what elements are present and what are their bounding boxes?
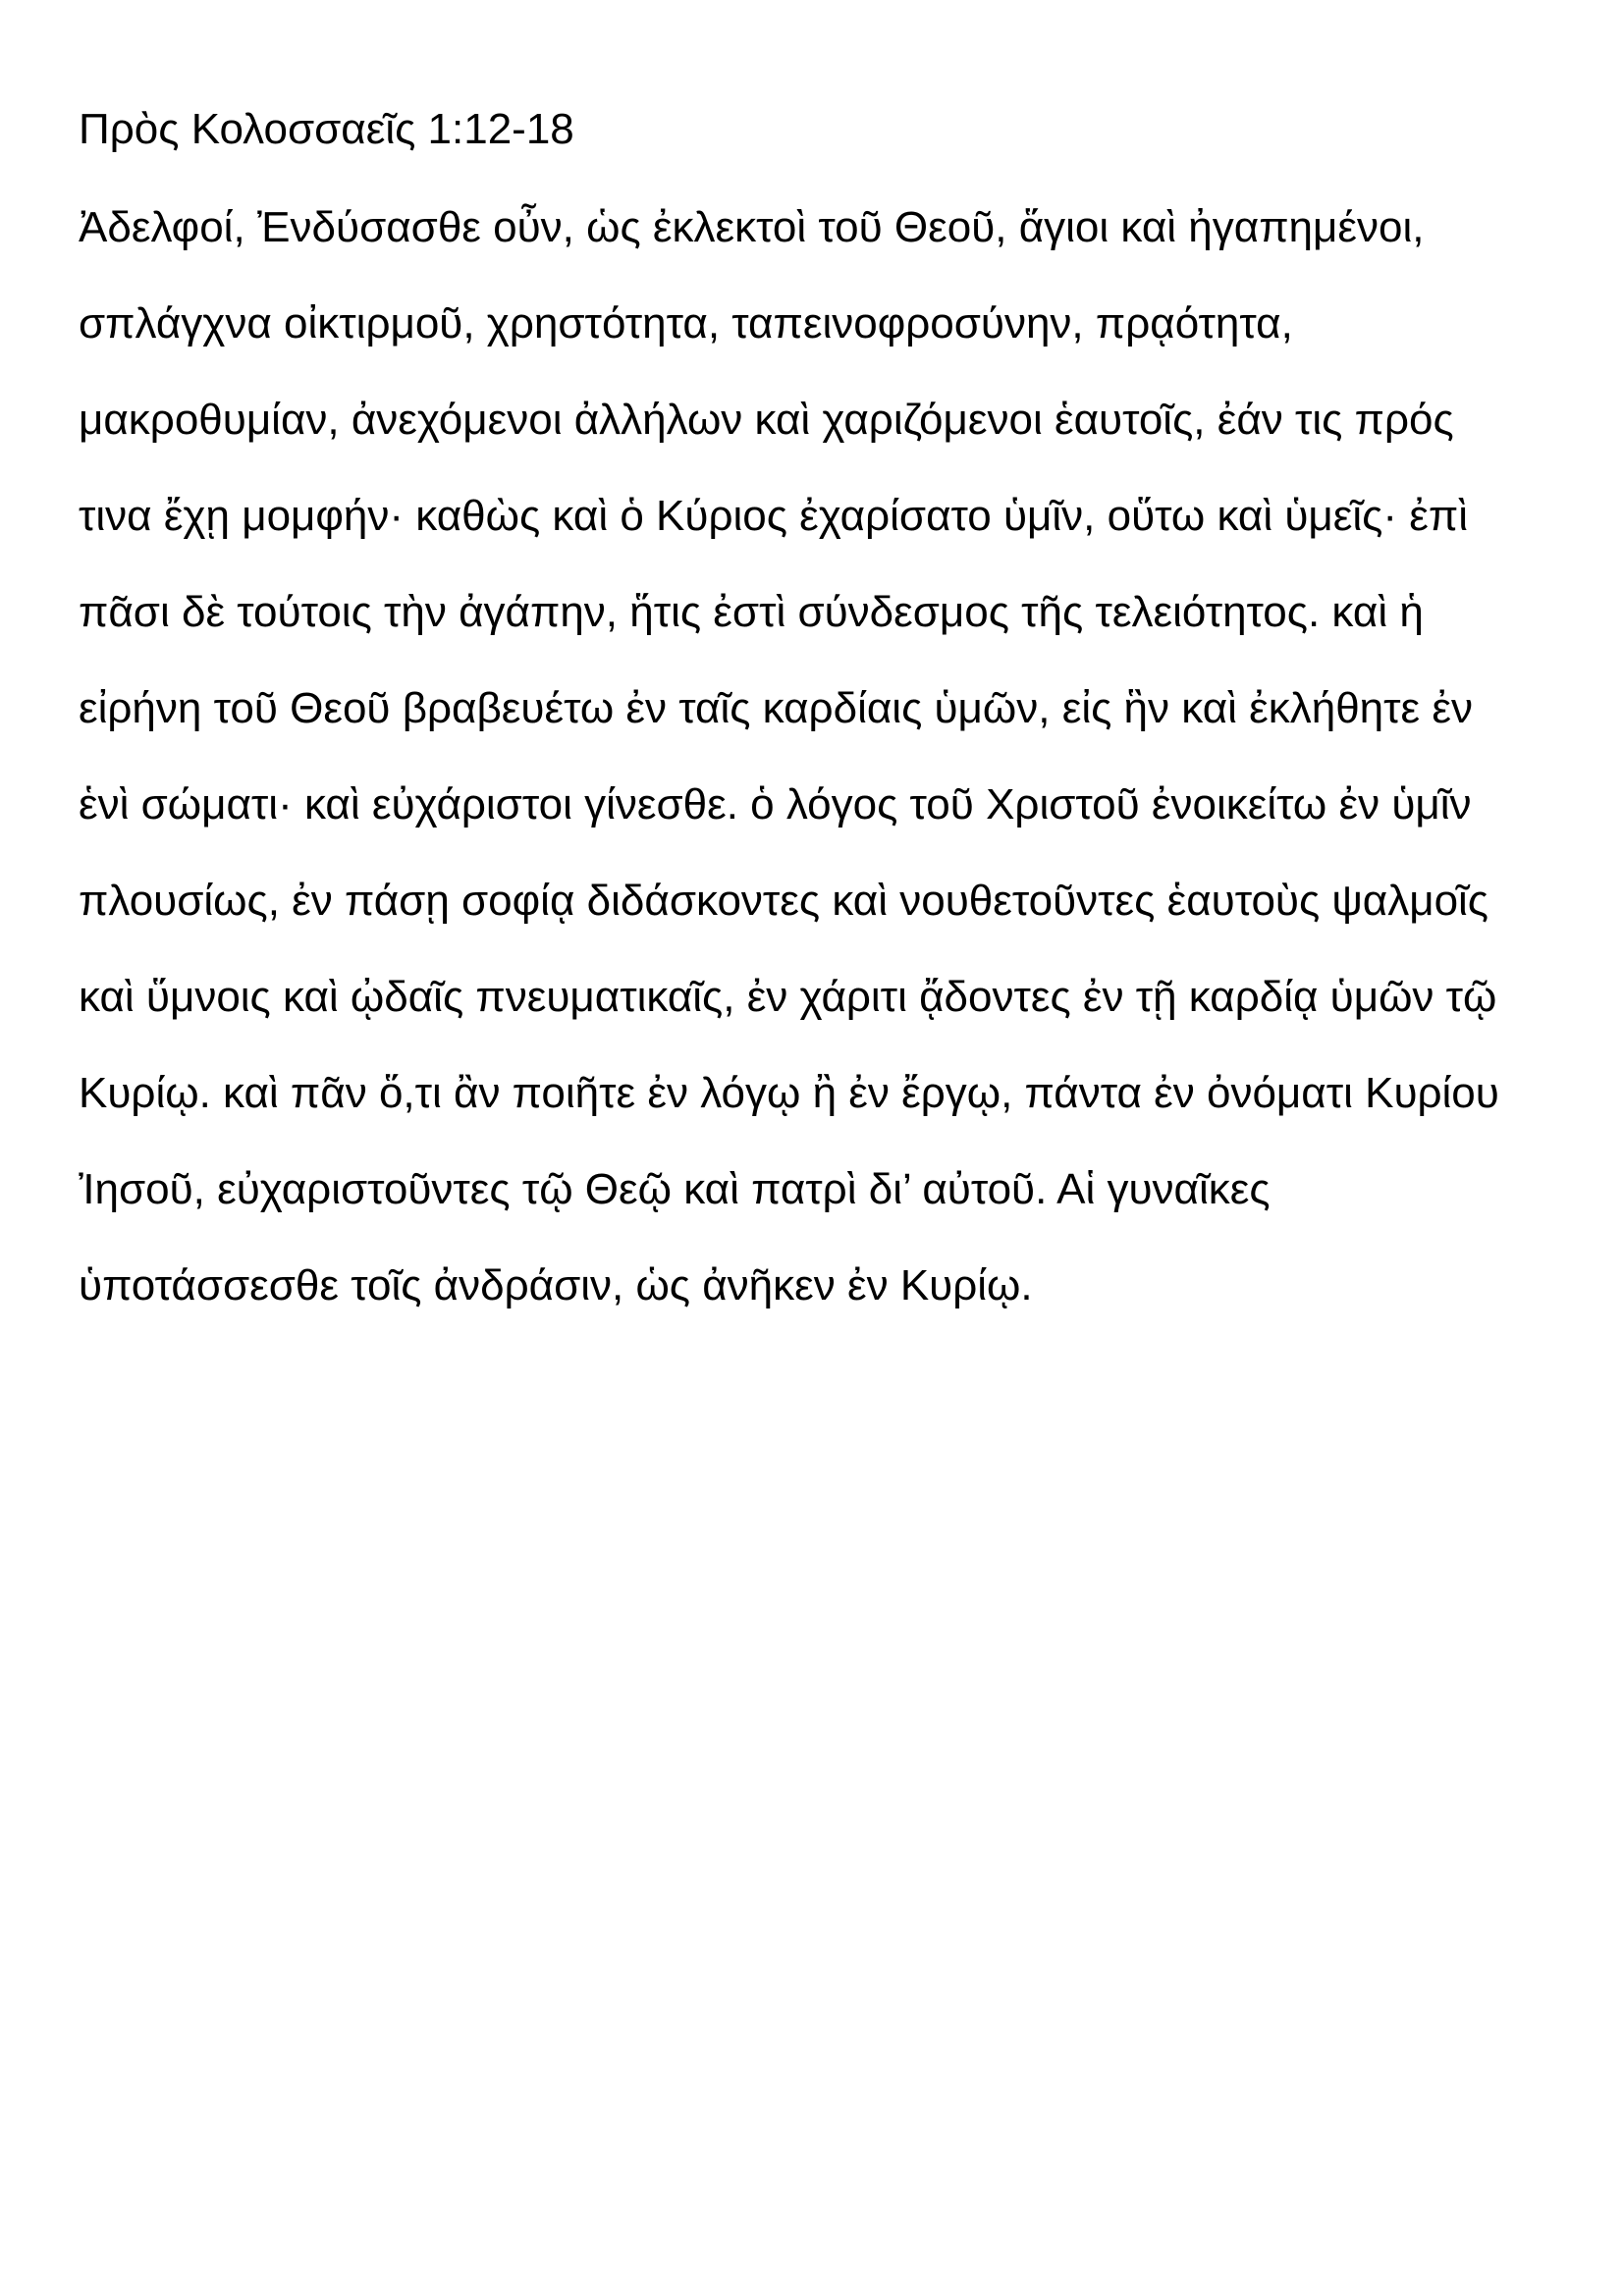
body-line: πᾶσι δὲ τούτοις τὴν ἀγάπην, ἥτις ἐστὶ σύνδεσμος τῆς τελειότητος. καὶ ἡ	[79, 588, 1424, 636]
body-line: καὶ ὕμνοις καὶ ᾠδαῖς πνευματικαῖς, ἐν χάριτι ᾄδοντες ἐν τῇ καρδίᾳ ὑμῶν τῷ	[79, 973, 1497, 1021]
body-line: πλουσίως, ἐν πάσῃ σοφίᾳ διδάσκοντες καὶ νουθετοῦντες ἑαυτοὺς ψαλμοῖς	[79, 877, 1489, 925]
body-line: ἑνὶ σώματι· καὶ εὐχάριστοι γίνεσθε. ὁ λόγος τοῦ Χριστοῦ ἐνοικείτω ἐν ὑμῖν	[79, 780, 1472, 828]
document-title: Πρὸς Κολοσσαεῖς 1:12-18	[79, 105, 574, 153]
body-line: Ἀδελφοί, Ἐνδύσασθε οὖν, ὡς ἐκλεκτοὶ τοῦ Θεοῦ, ἅγιοι καὶ ἠγαπημένοι,	[79, 203, 1425, 251]
body-line: Ἰησοῦ, εὐχαριστοῦντες τῷ Θεῷ καὶ πατρὶ δι’ αὐτοῦ. Αἱ γυναῖκες	[79, 1165, 1271, 1213]
body-line: εἰρήνη τοῦ Θεοῦ βραβευέτω ἐν ταῖς καρδίαις ὑμῶν, εἰς ἣν καὶ ἐκλήθητε ἐν	[79, 684, 1473, 732]
body-line: ὑποτάσσεσθε τοῖς ἀνδράσιν, ὡς ἀνῆκεν ἐν Κυρίῳ.	[79, 1261, 1033, 1309]
body-line: μακροθυμίαν, ἀνεχόμενοι ἀλλήλων καὶ χαριζόμενοι ἑαυτοῖς, ἐάν τις πρός	[79, 396, 1454, 444]
body-line: Κυρίῳ. καὶ πᾶν ὅ,τι ἂν ποιῆτε ἐν λόγῳ ἢ ἐν ἔργῳ, πάντα ἐν ὀνόματι Κυρίου	[79, 1069, 1499, 1117]
document-body	[79, 202, 1571, 1357]
body-line: τινα ἔχῃ μομφήν· καθὼς καὶ ὁ Κύριος ἐχαρίσατο ὑμῖν, οὕτω καὶ ὑμεῖς· ἐπὶ	[79, 492, 1469, 540]
body-line: σπλάγχνα οἰκτιρμοῦ, χρηστότητα, ταπεινοφροσύνην, πρᾳότητα,	[79, 299, 1293, 347]
